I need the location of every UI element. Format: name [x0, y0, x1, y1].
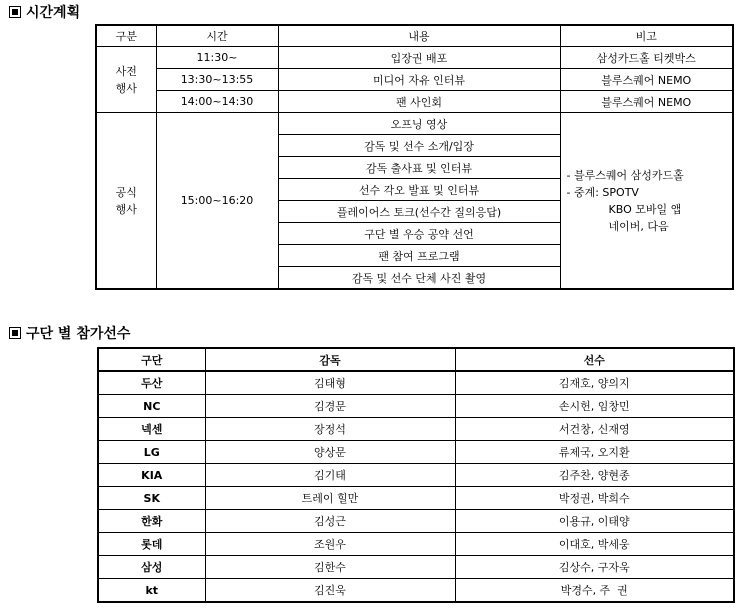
team-cell: 넥센 [98, 418, 205, 441]
table-header-row [98, 348, 734, 371]
header-note: 비고 [560, 25, 733, 47]
table-row [98, 441, 734, 464]
team-cell: 롯데 [98, 533, 205, 556]
manager-cell: 김태형 [205, 371, 455, 395]
square-bullet-icon [9, 6, 21, 18]
content-cell: 입장권 배포 [278, 47, 560, 69]
players-cell: 손시헌, 임창민 [455, 395, 734, 418]
table-row [96, 91, 733, 113]
manager-cell: 김한수 [205, 556, 455, 579]
content-cell: 플레이어스 토크(선수간 질의응답) [278, 201, 560, 223]
team-cell: NC [98, 395, 205, 418]
manager-cell: 양상문 [205, 441, 455, 464]
content-cell: 감독 및 선수 소개/입장 [278, 135, 560, 157]
players-cell: 박정권, 박희수 [455, 487, 734, 510]
team-cell: KIA [98, 464, 205, 487]
category-official-event: 공식 행사 [96, 113, 156, 290]
time-cell: 14:00~14:30 [156, 91, 278, 113]
players-cell: 서건창, 신재영 [455, 418, 734, 441]
header-manager: 감독 [205, 348, 455, 371]
manager-cell: 김기태 [205, 464, 455, 487]
content-cell: 감독 출사표 및 인터뷰 [278, 157, 560, 179]
section-title-participants: 구단 별 참가선수 [9, 325, 130, 343]
table-row [98, 395, 734, 418]
team-cell: SK [98, 487, 205, 510]
manager-cell: 김진욱 [205, 579, 455, 603]
schedule-table [95, 24, 734, 290]
players-cell: 김재호, 양의지 [455, 371, 734, 395]
header-category: 구분 [96, 25, 156, 47]
category-pre-event: 사전 행사 [96, 47, 156, 113]
table-row [96, 47, 733, 69]
team-cell: kt [98, 579, 205, 603]
players-cell: 류제국, 오지환 [455, 441, 734, 464]
players-cell: 박경수, 주 권 [455, 579, 734, 603]
team-cell: 한화 [98, 510, 205, 533]
table-row [98, 579, 734, 603]
time-cell: 11:30~ [156, 47, 278, 69]
content-cell: 오프닝 영상 [278, 113, 560, 135]
header-content: 내용 [278, 25, 560, 47]
header-players: 선수 [455, 348, 734, 371]
content-cell: 팬 참여 프로그램 [278, 245, 560, 267]
content-cell: 미디어 자유 인터뷰 [278, 69, 560, 91]
team-cell: LG [98, 441, 205, 464]
note-cell: 삼성카드홀 티켓박스 [560, 47, 733, 69]
header-time: 시간 [156, 25, 278, 47]
note-cell-official: - 블루스퀘어 삼성카드홀 - 중계: SPOTV KBO 모바일 앱 네이버, 다음 [560, 113, 733, 290]
players-cell: 김상수, 구자욱 [455, 556, 734, 579]
team-cell: 두산 [98, 371, 205, 395]
section-title-schedule: 시간계획 [9, 4, 80, 22]
square-bullet-icon [9, 327, 21, 339]
table-row [98, 464, 734, 487]
participants-table [97, 347, 735, 603]
content-cell: 구단 별 우승 공약 선언 [278, 223, 560, 245]
table-row [98, 533, 734, 556]
table-row [96, 113, 733, 135]
note-cell: 블루스퀘어 NEMO [560, 91, 733, 113]
content-cell: 선수 각오 발표 및 인터뷰 [278, 179, 560, 201]
time-cell: 15:00~16:20 [156, 113, 278, 290]
table-header-row [96, 25, 733, 47]
table-row [96, 69, 733, 91]
note-cell: 블루스퀘어 NEMO [560, 69, 733, 91]
table-row [98, 487, 734, 510]
team-cell: 삼성 [98, 556, 205, 579]
table-row [98, 510, 734, 533]
header-team: 구단 [98, 348, 205, 371]
players-cell: 이대호, 박세웅 [455, 533, 734, 556]
content-cell: 감독 및 선수 단체 사진 촬영 [278, 267, 560, 290]
content-cell: 팬 사인회 [278, 91, 560, 113]
players-cell: 이용규, 이태양 [455, 510, 734, 533]
table-row [98, 371, 734, 395]
manager-cell: 트레이 힐만 [205, 487, 455, 510]
table-row [98, 556, 734, 579]
manager-cell: 김경문 [205, 395, 455, 418]
manager-cell: 조원우 [205, 533, 455, 556]
manager-cell: 장정석 [205, 418, 455, 441]
time-cell: 13:30~13:55 [156, 69, 278, 91]
manager-cell: 김성근 [205, 510, 455, 533]
table-row [98, 418, 734, 441]
players-cell: 김주찬, 양현종 [455, 464, 734, 487]
